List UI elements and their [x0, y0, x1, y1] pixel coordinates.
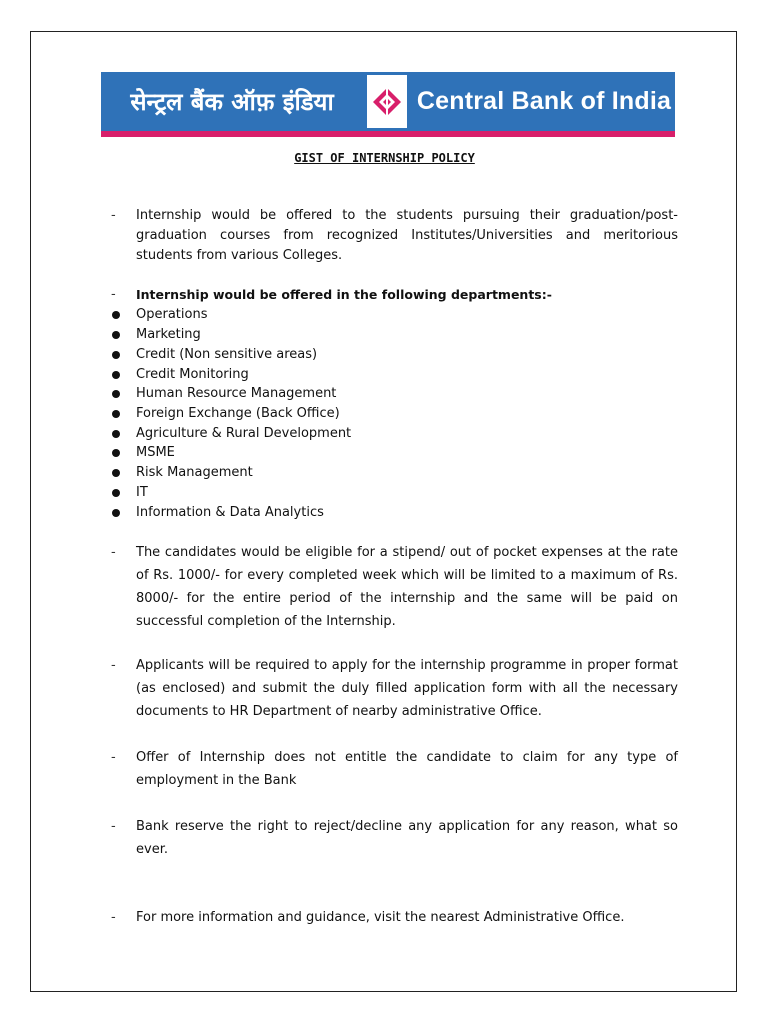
bullet-icon — [112, 469, 120, 477]
bullet-icon — [112, 410, 120, 418]
info-paragraph: For more information and guidance, visit the nearest Administrative Office. — [136, 910, 625, 925]
dash-marker: - — [111, 750, 116, 765]
document-page — [30, 31, 737, 992]
list-item: Marketing — [136, 327, 201, 342]
list-item: Operations — [136, 307, 208, 322]
dash-marker: - — [111, 545, 116, 560]
dash-marker: - — [111, 819, 116, 834]
dash-marker: - — [111, 208, 116, 223]
list-item: Information & Data Analytics — [136, 505, 324, 520]
bullet-icon — [112, 371, 120, 379]
intro-paragraph: Internship would be offered to the students pursuing their graduation/post-graduation courses from recognized Institutes/Universities and meritorious students from various Colleges. — [136, 208, 678, 263]
list-item: Credit Monitoring — [136, 367, 249, 382]
stipend-paragraph: The candidates would be eligible for a stipend/ out of pocket expenses at the rate of Rs. 1000/- for every completed week which will be limited to a maximum of Rs. 8000/- for the entire period of the internship and the same will be paid on successful completion of the Internship. — [136, 545, 678, 629]
dash-marker: - — [111, 287, 116, 302]
dash-marker: - — [111, 910, 116, 925]
list-item: Foreign Exchange (Back Office) — [136, 406, 340, 421]
list-item: Human Resource Management — [136, 386, 337, 401]
list-item: Agriculture & Rural Development — [136, 426, 352, 441]
bank-logo-banner — [101, 72, 675, 137]
reserve-paragraph: Bank reserve the right to reject/decline any application for any reason, what so ever. — [136, 819, 678, 857]
bullet-icon — [112, 390, 120, 398]
offer-paragraph: Offer of Internship does not entitle the candidate to claim for any type of employment in the Bank — [136, 750, 678, 788]
bullet-icon — [112, 351, 120, 359]
bank-emblem-icon — [367, 75, 407, 128]
list-item: Credit (Non sensitive areas) — [136, 347, 318, 362]
apply-paragraph: Applicants will be required to apply for the internship programme in proper format (as enclosed) and submit the duly filled application form with all the necessary documents to HR Department of nearby administrative Office. — [136, 658, 678, 719]
list-item: IT — [136, 485, 148, 500]
bullet-icon — [112, 449, 120, 457]
document-title: GIST OF INTERNSHIP POLICY — [294, 151, 475, 165]
bullet-icon — [112, 430, 120, 438]
list-item: MSME — [136, 445, 175, 460]
bullet-icon — [112, 489, 120, 497]
logo-english-text: Central Bank of India — [416, 87, 672, 115]
bullet-icon — [112, 331, 120, 339]
bullet-icon — [112, 509, 120, 517]
departments-heading: Internship would be offered in the following departments:- — [136, 287, 552, 302]
bullet-icon — [112, 311, 120, 319]
logo-hindi-text: सेन्ट्रल बैंक ऑफ़ इंडिया — [130, 88, 334, 116]
list-item: Risk Management — [136, 465, 253, 480]
dash-marker: - — [111, 658, 116, 673]
